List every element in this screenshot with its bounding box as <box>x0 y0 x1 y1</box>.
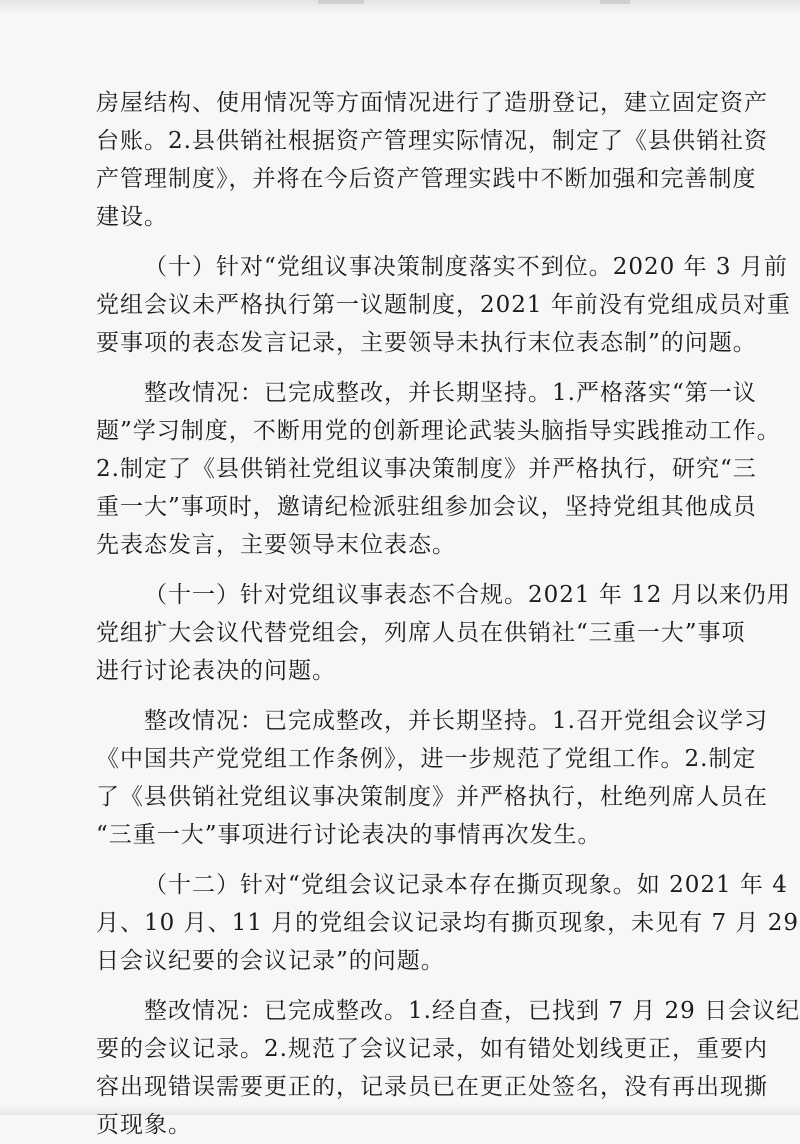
text-line: 台账。2.县供销社根据资产管理实际情况，制定了《县供销社资 <box>96 128 768 154</box>
text-line: 进行讨论表决的问题。 <box>96 658 336 684</box>
text-line: “三重一大”事项进行讨论表决的事情再次发生。 <box>96 822 602 848</box>
text-line: 房屋结构、使用情况等方面情况进行了造册登记，建立固定资产 <box>96 90 768 116</box>
text-line: 容出现错误需要更正的，记录员已在更正处签名，没有再出现撕 <box>96 1074 768 1100</box>
text-line: 先表态发言，主要领导末位表态。 <box>96 532 456 558</box>
text-line: 《中国共产党党组工作条例》，进一步规范了党组工作。2.制定 <box>96 746 757 772</box>
text-line: 月、10 月、11 月的党组会议记录均有撕页现象，未见有 7 月 29 <box>96 910 799 936</box>
paragraph-item-12 <box>96 866 799 980</box>
text-line: 整改情况：已完成整改。1.经自查，已找到 7 月 29 日会议纪 <box>144 998 800 1024</box>
paragraph-rectification-12 <box>96 992 800 1144</box>
text-line: 2.制定了《县供销社党组议事决策制度》并严格执行，研究“三 <box>96 456 757 482</box>
text-line: 党组会议未严格执行第一议题制度，2021 年前没有党组成员对重 <box>96 292 791 318</box>
text-line: 产管理制度》，并将在今后资产管理实践中不断加强和完善制度 <box>96 166 757 192</box>
text-line: 题”学习制度，不断用党的创新理论武装头脑指导实践推动工作。 <box>96 418 781 444</box>
paragraph-continuation <box>96 84 768 236</box>
text-line: 整改情况：已完成整改，并长期坚持。1.召开党组会议学习 <box>144 708 768 734</box>
document-page <box>96 84 800 1144</box>
text-line: 整改情况：已完成整改，并长期坚持。1.严格落实“第一议 <box>144 380 757 406</box>
text-line: （十）针对“党组议事决策制度落实不到位。2020 年 3 月前 <box>144 254 788 280</box>
paragraph-item-10 <box>96 248 791 362</box>
scan-mark <box>318 0 364 4</box>
text-line: 建设。 <box>96 204 168 230</box>
paragraph-rectification-10 <box>96 374 781 564</box>
text-line: 日会议纪要的会议记录”的问题。 <box>96 948 445 974</box>
text-line: 要事项的表态发言记录，主要领导未执行末位表态制”的问题。 <box>96 330 757 356</box>
scan-top-edge <box>0 0 800 14</box>
text-line: 了《县供销社党组议事决策制度》并严格执行，杜绝列席人员在 <box>96 784 768 810</box>
text-line: （十二）针对“党组会议记录本存在撕页现象。如 2021 年 4 <box>144 872 788 898</box>
text-line: 页现象。 <box>96 1112 192 1138</box>
text-line: 要的会议记录。2.规范了会议记录，如有错处划线更正，重要内 <box>96 1036 768 1062</box>
text-line: 重一大”事项时，邀请纪检派驻组参加会议，坚持党组其他成员 <box>96 494 757 520</box>
paragraph-item-11 <box>96 576 791 690</box>
scan-mark <box>600 0 630 4</box>
text-line: 党组扩大会议代替党组会，列席人员在供销社“三重一大”事项 <box>96 620 746 646</box>
text-line: （十一）针对党组议事表态不合规。2021 年 12 月以来仍用 <box>144 582 791 608</box>
paragraph-rectification-11 <box>96 702 768 854</box>
